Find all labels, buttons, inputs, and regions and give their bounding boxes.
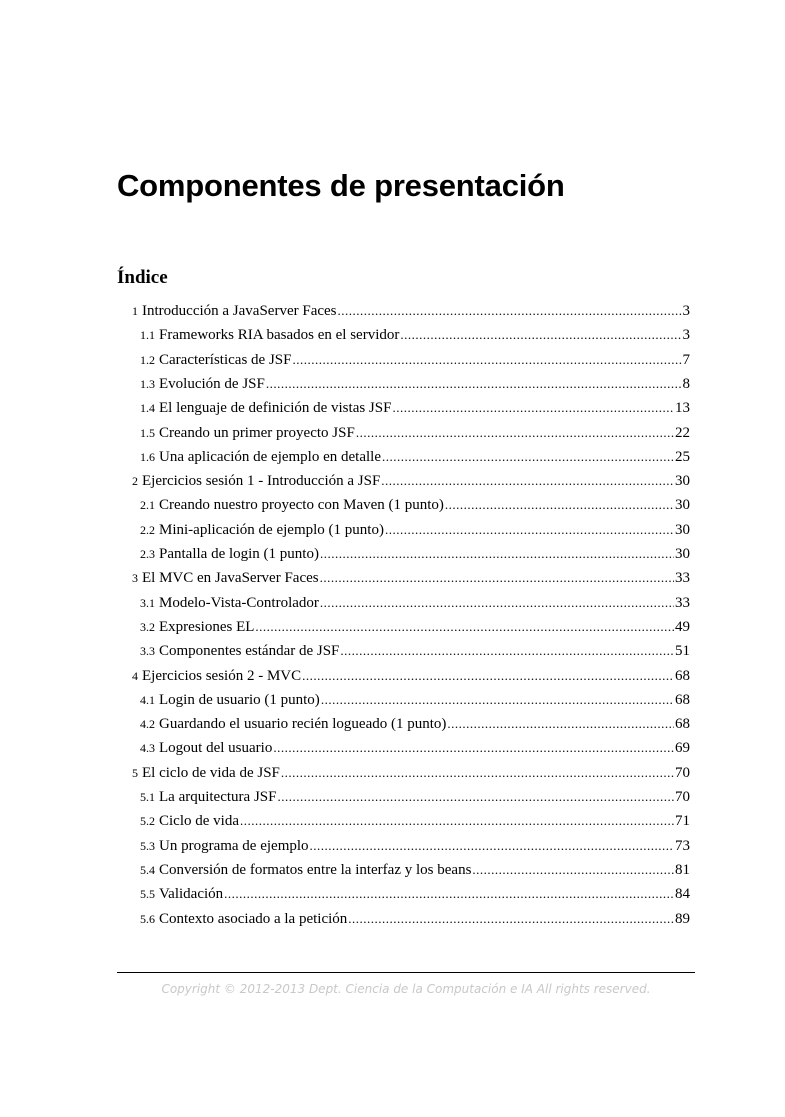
toc-entry-page: 89 <box>675 911 690 927</box>
toc-entry-page: 51 <box>675 643 690 659</box>
toc-entry[interactable] <box>140 349 690 371</box>
toc-dot-leader <box>240 810 674 832</box>
toc-entry-link[interactable]: Modelo-Vista-Controlador <box>159 595 319 611</box>
toc-entry-link[interactable]: Validación <box>159 886 224 902</box>
toc-dot-leader <box>392 397 674 419</box>
toc-entry-page: 70 <box>675 765 690 781</box>
toc-entry-link[interactable]: Conversión de formatos entre la interfaz y los beans <box>159 862 472 878</box>
toc-entry-number: 3.1 <box>140 596 155 610</box>
toc-entry-link[interactable]: Introducción a JavaServer Faces <box>142 303 337 319</box>
toc-dot-leader <box>445 494 674 516</box>
toc-entry-page: 30 <box>675 522 690 538</box>
toc-entry-link[interactable]: Frameworks RIA basados en el servidor <box>159 327 400 343</box>
toc-entry[interactable] <box>140 373 690 395</box>
toc-entry-link[interactable]: Creando un primer proyecto JSF <box>159 425 355 441</box>
toc-entry-page: 3 <box>682 327 690 343</box>
toc-entry-number: 1.4 <box>140 401 155 415</box>
toc-entry-link[interactable]: Contexto asociado a la petición <box>159 911 348 927</box>
toc-entry-number: 4.1 <box>140 693 155 707</box>
toc-entry-number: 1 <box>132 304 138 318</box>
toc-entry[interactable] <box>140 616 690 638</box>
toc-dot-leader <box>472 859 674 881</box>
toc-dot-leader <box>266 373 682 395</box>
toc-entry[interactable] <box>140 324 690 346</box>
toc-entry-page: 3 <box>682 303 690 319</box>
toc-entry-link[interactable]: Mini-aplicación de ejemplo (1 punto) <box>159 522 384 538</box>
toc-entry-number: 1.1 <box>140 328 155 342</box>
toc-entry-number: 1.6 <box>140 450 155 464</box>
toc-entry-number: 5 <box>132 766 138 780</box>
toc-entry[interactable] <box>140 592 690 614</box>
footer-copyright: Copyright © 2012-2013 Dept. Ciencia de la Computación e IA All rights reserved. <box>161 982 651 996</box>
toc-entry[interactable] <box>140 810 690 832</box>
toc-entry-link[interactable]: Expresiones EL <box>159 619 255 635</box>
toc-entry-link[interactable]: El ciclo de vida de JSF <box>142 765 280 781</box>
toc-dot-leader <box>348 908 674 930</box>
page-title: Componentes de presentación <box>117 168 565 203</box>
toc-entry[interactable] <box>140 543 690 565</box>
toc-entry-page: 69 <box>675 740 690 756</box>
toc-dot-leader <box>277 786 674 808</box>
toc-entry-page: 68 <box>675 716 690 732</box>
toc-entry-page: 33 <box>675 570 690 586</box>
toc-entry-number: 4.3 <box>140 741 155 755</box>
toc-heading: Índice <box>117 267 168 288</box>
toc-entry[interactable] <box>140 494 690 516</box>
toc-dot-leader <box>281 762 674 784</box>
toc-entry-page: 73 <box>675 838 690 854</box>
toc-dot-leader <box>255 616 674 638</box>
toc-entry[interactable] <box>132 470 690 492</box>
toc-entry-page: 81 <box>675 862 690 878</box>
toc-entry-page: 7 <box>682 352 690 368</box>
toc-entry-link[interactable]: Creando nuestro proyecto con Maven (1 punto) <box>159 497 444 513</box>
toc-dot-leader <box>356 422 674 444</box>
toc-entry[interactable] <box>140 835 690 857</box>
toc-dot-leader <box>400 324 681 346</box>
toc-entry-number: 2.1 <box>140 498 155 512</box>
toc-dot-leader <box>320 567 674 589</box>
toc-entry-number: 2.3 <box>140 547 155 561</box>
toc-dot-leader <box>447 713 674 735</box>
toc-dot-leader <box>381 470 674 492</box>
toc-entry-page: 70 <box>675 789 690 805</box>
toc-entry-number: 2.2 <box>140 523 155 537</box>
toc-entry-page: 30 <box>675 473 690 489</box>
toc-entry-page: 68 <box>675 692 690 708</box>
toc-entry-number: 5.2 <box>140 814 155 828</box>
toc-entry-number: 5.5 <box>140 887 155 901</box>
toc-entry-page: 22 <box>675 425 690 441</box>
toc-entry-number: 3.3 <box>140 644 155 658</box>
toc-entry-page: 68 <box>675 668 690 684</box>
toc-entry-number: 4.2 <box>140 717 155 731</box>
toc-entry-link[interactable]: Ciclo de vida <box>159 813 239 829</box>
toc-entry-link[interactable]: Ejercicios sesión 1 - Introducción a JSF <box>142 473 381 489</box>
toc-entry-link[interactable]: Evolución de JSF <box>159 376 265 392</box>
toc-entry-page: 13 <box>675 400 690 416</box>
toc-entry-number: 5.3 <box>140 839 155 853</box>
toc-dot-leader <box>321 689 674 711</box>
toc-dot-leader <box>338 300 682 322</box>
toc-entry-number: 5.1 <box>140 790 155 804</box>
toc-entry-link[interactable]: Ejercicios sesión 2 - MVC <box>142 668 302 684</box>
toc-entry[interactable] <box>140 397 690 419</box>
toc-entry[interactable] <box>140 446 690 468</box>
toc-entry-number: 5.6 <box>140 912 155 926</box>
toc-entry-page: 25 <box>675 449 690 465</box>
toc-entry[interactable] <box>140 737 690 759</box>
toc-entry-number: 3.2 <box>140 620 155 634</box>
toc-entry-link[interactable]: Guardando el usuario recién logueado (1 punto) <box>159 716 447 732</box>
toc-entry-page: 84 <box>675 886 690 902</box>
toc-entry-link[interactable]: Una aplicación de ejemplo en detalle <box>159 449 381 465</box>
toc-dot-leader <box>224 883 674 905</box>
toc-entry-link[interactable]: Logout del usuario <box>159 740 273 756</box>
toc-entry-number: 1.5 <box>140 426 155 440</box>
toc-entry[interactable] <box>140 640 690 662</box>
toc-entry-page: 33 <box>675 595 690 611</box>
toc-dot-leader <box>382 446 674 468</box>
toc-dot-leader <box>302 665 674 687</box>
toc-entry[interactable] <box>140 883 690 905</box>
toc-entry[interactable] <box>140 689 690 711</box>
toc-dot-leader <box>320 592 674 614</box>
toc-entry[interactable] <box>140 422 690 444</box>
toc-entry-page: 71 <box>675 813 690 829</box>
footer-divider <box>117 972 695 973</box>
toc-entry-number: 2 <box>132 474 138 488</box>
toc-entry-page: 8 <box>682 376 690 392</box>
toc-entry-link[interactable]: El MVC en JavaServer Faces <box>142 570 319 586</box>
toc-entry-link[interactable]: La arquitectura JSF <box>159 789 277 805</box>
toc-dot-leader <box>310 835 674 857</box>
toc-entry-link[interactable]: Un programa de ejemplo <box>159 838 309 854</box>
toc-dot-leader <box>340 640 674 662</box>
toc-entry-page: 49 <box>675 619 690 635</box>
toc-entry-number: 4 <box>132 669 138 683</box>
toc-entry-link[interactable]: Pantalla de login (1 punto) <box>159 546 319 562</box>
toc-dot-leader <box>385 519 674 541</box>
toc-entry[interactable] <box>132 300 690 322</box>
toc-dot-leader <box>292 349 681 371</box>
toc-entry[interactable] <box>132 567 690 589</box>
toc-entry-page: 30 <box>675 497 690 513</box>
toc-entry-number: 1.3 <box>140 377 155 391</box>
toc-entry[interactable] <box>132 762 690 784</box>
toc-entry-number: 5.4 <box>140 863 155 877</box>
toc-entry[interactable] <box>140 713 690 735</box>
toc-entry[interactable] <box>132 665 690 687</box>
toc-entry-link[interactable]: El lenguaje de definición de vistas JSF <box>159 400 392 416</box>
toc-entry-page: 30 <box>675 546 690 562</box>
toc-entry-number: 3 <box>132 571 138 585</box>
toc-entry-link[interactable]: Componentes estándar de JSF <box>159 643 340 659</box>
toc-dot-leader <box>320 543 674 565</box>
toc-entry-number: 1.2 <box>140 353 155 367</box>
toc-entry-link[interactable]: Características de JSF <box>159 352 292 368</box>
toc-entry[interactable] <box>140 859 690 881</box>
toc-entry-link[interactable]: Login de usuario (1 punto) <box>159 692 320 708</box>
toc-dot-leader <box>273 737 674 759</box>
toc-entry[interactable] <box>140 908 690 930</box>
toc-entry[interactable] <box>140 519 690 541</box>
toc-entry[interactable] <box>140 786 690 808</box>
